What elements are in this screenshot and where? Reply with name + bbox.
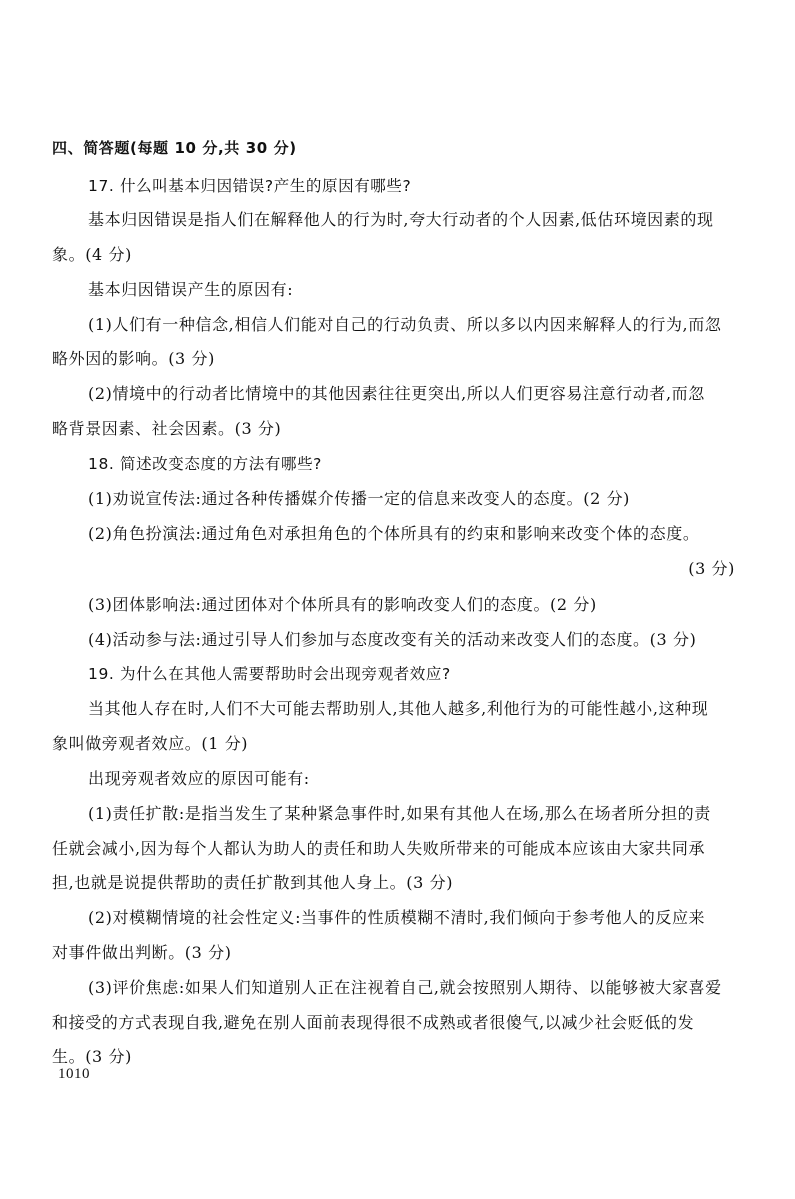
q19-cause2-line2: 对事件做出判断。(3 分) xyxy=(52,943,232,962)
section-title: 四、简答题(每题 10 分,共 30 分) xyxy=(52,139,297,157)
question-17: 17. 什么叫基本归因错误?产生的原因有哪些? xyxy=(88,177,412,195)
q17-definition-line2: 象。(4 分) xyxy=(52,245,132,264)
q19-causes-intro: 出现旁观者效应的原因可能有: xyxy=(88,769,310,788)
q18-method2: (2)角色扮演法:通过角色对承担角色的个体所具有的约束和影响来改变个体的态度。 xyxy=(88,524,700,543)
q19-cause3-line2: 和接受的方式表现自我,避免在别人面前表现得很不成熟或者很傻气,以减少社会贬低的发 xyxy=(52,1013,695,1032)
q19-cause1-line1: (1)责任扩散:是指当发生了某种紧急事件时,如果有其他人在场,那么在场者所分担的责 xyxy=(88,804,711,823)
q17-cause1-line1: (1)人们有一种信念,相信人们能对自己的行动负责、所以多以内因来解释人的行为,而忽 xyxy=(88,315,722,334)
q18-method3: (3)团体影响法:通过团体对个体所具有的影响改变人们的态度。(2 分) xyxy=(88,595,597,614)
q19-cause3-line3: 生。(3 分) xyxy=(52,1047,132,1066)
q17-definition-line1: 基本归因错误是指人们在解释他人的行为时,夸大行动者的个人因素,低估环境因素的现 xyxy=(88,210,714,229)
q18-method1: (1)劝说宣传法:通过各种传播媒介传播一定的信息来改变人的态度。(2 分) xyxy=(88,489,631,508)
q19-cause2-line1: (2)对模糊情境的社会性定义:当事件的性质模糊不清时,我们倾向于参考他人的反应来 xyxy=(88,908,706,927)
q17-cause2-line1: (2)情境中的行动者比情境中的其他因素往往更突出,所以人们更容易注意行动者,而忽 xyxy=(88,384,705,403)
question-19: 19. 为什么在其他人需要帮助时会出现旁观者效应? xyxy=(88,665,451,683)
q17-cause2-line2: 略背景因素、社会因素。(3 分) xyxy=(52,419,282,438)
question-18: 18. 简述改变态度的方法有哪些? xyxy=(88,455,323,473)
q17-causes-intro: 基本归因错误产生的原因有: xyxy=(88,280,294,299)
q19-definition-line2: 象叫做旁观者效应。(1 分) xyxy=(52,734,249,753)
q18-method2-score: (3 分) xyxy=(688,559,735,578)
q18-method4: (4)活动参与法:通过引导人们参加与态度改变有关的活动来改变人们的态度。(3 分) xyxy=(88,630,697,649)
q17-cause1-line2: 略外因的影响。(3 分) xyxy=(52,349,215,368)
q19-definition-line1: 当其他人存在时,人们不大可能去帮助别人,其他人越多,利他行为的可能性越小,这种现 xyxy=(88,699,709,718)
q19-cause1-line3: 担,也就是说提供帮助的责任扩散到其他人身上。(3 分) xyxy=(52,873,454,892)
q19-cause1-line2: 任就会减小,因为每个人都认为助人的责任和助人失败所带来的可能成本应该由大家共同承 xyxy=(52,839,706,858)
q19-cause3-line1: (3)评价焦虑:如果人们知道别人正在注视着自己,就会按照别人期待、以能够被大家喜爱 xyxy=(88,978,722,997)
page-number: 1010 xyxy=(58,1066,90,1082)
